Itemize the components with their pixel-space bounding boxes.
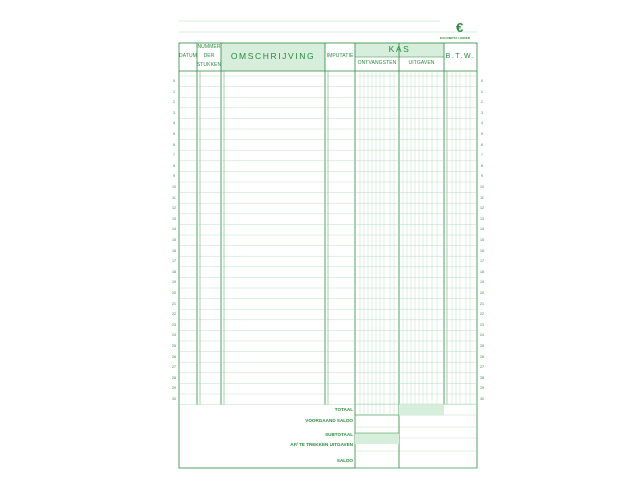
row-number-left: 14 — [172, 227, 176, 232]
row-number-left: 22 — [172, 312, 176, 317]
header-btw: B.T.W. — [445, 52, 476, 60]
row-number-right: 12 — [480, 206, 484, 211]
row-number-left: 7 — [173, 153, 175, 158]
row-number-right: 1 — [481, 89, 483, 94]
row-number-right: 24 — [480, 333, 484, 338]
row-number-left: 27 — [172, 365, 176, 370]
row-number-right: 11 — [480, 195, 484, 200]
row-number-right: 4 — [481, 121, 483, 126]
row-number-right: 17 — [480, 259, 484, 264]
row-number-right: 26 — [480, 354, 484, 359]
row-number-left: 10 — [172, 185, 176, 189]
row-number-left: 25 — [172, 344, 176, 348]
row-number-right: 30 — [480, 397, 484, 401]
row-number-right: 0 — [481, 79, 483, 83]
row-number-left: 16 — [172, 248, 176, 253]
row-number-left: 18 — [172, 269, 176, 274]
row-number-left: 12 — [172, 206, 176, 211]
row-number-left: 11 — [172, 195, 176, 200]
row-number-right: 6 — [481, 142, 483, 147]
header-imputatie: IMPUTATIE — [326, 53, 354, 60]
header-datum: DATUM — [179, 53, 197, 60]
row-number-right: 23 — [480, 322, 484, 327]
row-number-left: 4 — [173, 121, 175, 126]
row-number-right: 25 — [480, 344, 484, 348]
row-number-right: 19 — [480, 280, 484, 285]
row-number-left: 28 — [172, 375, 176, 380]
row-number-right: 10 — [480, 185, 484, 189]
row-number-left: 30 — [172, 397, 176, 401]
brand-logo-icon: € — [456, 20, 464, 35]
row-number-left: 0 — [173, 79, 175, 83]
row-number-left: 6 — [173, 142, 175, 147]
row-number-left: 20 — [172, 291, 176, 295]
row-number-left: 1 — [173, 89, 175, 94]
row-number-left: 2 — [173, 100, 175, 105]
row-number-right: 18 — [480, 269, 484, 274]
label-voorgaand-saldo: VOORGAAND SALDO — [305, 418, 353, 423]
row-number-right: 28 — [480, 375, 484, 380]
row-number-left: 23 — [172, 322, 176, 327]
row-number-right: 3 — [481, 110, 483, 115]
header-nummer-line-2: DER — [203, 53, 215, 60]
row-number-left: 8 — [173, 163, 175, 168]
summary-fill-subtotaal — [355, 433, 399, 444]
label-saldo: SALDO — [336, 458, 353, 463]
row-number-right: 22 — [480, 312, 484, 317]
row-number-left: 21 — [172, 301, 176, 306]
header-nummer — [197, 43, 221, 71]
summary-fill-uitgaven — [399, 405, 444, 416]
row-number-left: 3 — [173, 110, 175, 115]
row-number-right: 27 — [480, 365, 484, 370]
row-number-right: 16 — [480, 248, 484, 253]
header-kas: KAS — [388, 44, 411, 55]
row-number-right: 15 — [480, 238, 484, 242]
label-af-te-trekken-uitgaven: AF/ TE TREKKEN UITGAVEN — [290, 442, 353, 447]
header-nummer-line-3: STUKKEN — [196, 61, 222, 68]
row-number-right: 5 — [481, 132, 483, 136]
row-number-right: 14 — [480, 227, 484, 232]
row-number-left: 29 — [172, 386, 176, 391]
row-number-left: 5 — [173, 132, 175, 136]
row-number-left: 26 — [172, 354, 176, 359]
row-number-right: 8 — [481, 163, 483, 168]
row-number-right: 29 — [480, 386, 484, 391]
label-subtotaal: SUBTOTAAL — [325, 432, 353, 437]
row-number-right: 7 — [481, 153, 483, 158]
row-number-left: 9 — [173, 174, 175, 179]
header-nummer-line-1: NUMMER — [197, 44, 221, 51]
header-ontvangsten: ONTVANGSTEN — [357, 60, 397, 67]
row-number-right: 2 — [481, 100, 483, 105]
header-omschrijving: OMSCHRIJVING — [230, 51, 316, 62]
row-number-left: 24 — [172, 333, 176, 338]
header-uitgaven: UITGAVEN — [408, 60, 435, 67]
row-number-right: 9 — [481, 174, 483, 179]
row-number-left: 17 — [172, 259, 176, 264]
row-number-left: 13 — [172, 216, 176, 221]
label-totaal: TOTAAL — [334, 407, 353, 412]
row-number-right: 20 — [480, 291, 484, 295]
row-number-right: 21 — [480, 301, 484, 306]
brand-name: EXCOMPTA LINDER — [440, 36, 471, 40]
row-number-right: 13 — [480, 216, 484, 221]
row-number-left: 19 — [172, 280, 176, 285]
row-number-left: 15 — [172, 238, 176, 242]
